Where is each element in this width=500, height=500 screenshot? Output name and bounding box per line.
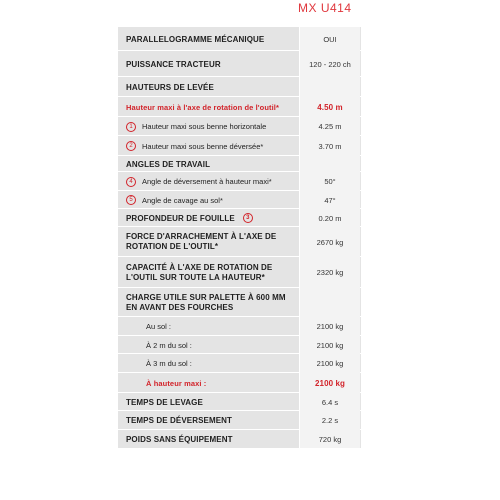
row-label: TEMPS DE LEVAGE <box>126 397 203 407</box>
row-label: PUISSANCE TRACTEUR <box>126 59 221 69</box>
row-value: 47° <box>300 191 360 209</box>
table-row <box>118 172 361 191</box>
table-row <box>118 51 361 77</box>
row-value: 2320 kg <box>300 257 360 288</box>
row-label: FORCE D'ARRACHEMENT À L'AXE DE ROTATION DE L'OUTIL* <box>126 232 277 251</box>
row-label: TEMPS DE DÉVERSEMENT <box>126 416 233 425</box>
table-row <box>118 336 361 354</box>
table-row <box>118 209 361 227</box>
row-value: 2670 kg <box>300 227 360 257</box>
table-row <box>118 411 361 430</box>
table-row <box>118 288 361 317</box>
row-label: Au sol : <box>146 322 172 331</box>
row-value: 3.70 m <box>300 136 360 156</box>
table-row <box>118 191 361 209</box>
table-row <box>118 117 361 136</box>
table-row <box>118 257 361 288</box>
row-value: 120 - 220 ch <box>300 51 360 77</box>
row-label: ANGLES DE TRAVAIL <box>126 159 211 169</box>
marker-2-icon: 2 <box>126 141 136 151</box>
row-value: 2.2 s <box>300 411 360 430</box>
row-label <box>126 209 296 227</box>
table-row <box>118 430 361 448</box>
row-value: 720 kg <box>300 430 360 448</box>
row-value <box>300 288 360 317</box>
table-row <box>118 373 361 393</box>
row-value: 2100 kg <box>300 336 360 354</box>
row-label: PARALLELOGRAMME MÉCANIQUE <box>126 34 265 44</box>
row-label-text: Angle de cavage au sol* <box>142 195 223 205</box>
row-value: 4.25 m <box>300 117 360 136</box>
marker-5-icon: 5 <box>126 195 136 205</box>
row-label-text: Hauteur maxi sous benne déversée* <box>142 141 264 151</box>
marker-1-icon: 1 <box>126 122 136 132</box>
row-label: HAUTEURS DE LEVÉE <box>126 82 214 92</box>
marker-3-icon: 3 <box>243 213 253 223</box>
row-label <box>126 117 296 136</box>
table-row <box>118 354 361 373</box>
table-row <box>118 156 361 172</box>
row-value: 2100 kg <box>300 317 360 336</box>
row-label: À 2 m du sol : <box>146 340 192 350</box>
row-label: POIDS SANS ÉQUIPEMENT <box>126 434 233 444</box>
table-row <box>118 77 361 97</box>
row-value: 0.20 m <box>300 209 360 227</box>
table-row <box>118 97 361 117</box>
table-row <box>118 27 361 51</box>
row-label: CHARGE UTILE SUR PALETTE À 600 MM EN AVANT DES FOURCHES <box>126 292 286 312</box>
table-row <box>118 136 361 156</box>
row-label <box>126 172 296 191</box>
row-label: À hauteur maxi : <box>146 378 207 388</box>
row-label: CAPACITÉ À L'AXE DE ROTATION DE L'OUTIL SUR TOUTE LA HAUTEUR* <box>126 262 273 282</box>
row-value: 2100 kg <box>300 354 360 373</box>
row-label: À 3 m du sol : <box>146 359 192 368</box>
spec-table <box>118 27 361 448</box>
row-value: 2100 kg <box>300 373 360 393</box>
row-label <box>126 191 296 209</box>
row-label-text: Angle de déversement à hauteur maxi* <box>142 177 272 186</box>
table-row <box>118 393 361 411</box>
model-name: MX U414 <box>298 1 352 15</box>
row-value: 6.4 s <box>300 393 360 411</box>
row-value: OUI <box>300 27 360 51</box>
row-label-text: PROFONDEUR DE FOUILLE <box>126 213 235 223</box>
table-row <box>118 317 361 336</box>
table-row <box>118 227 361 257</box>
row-label <box>126 136 296 156</box>
row-label: Hauteur maxi à l'axe de rotation de l'outil* <box>126 102 280 112</box>
marker-4-icon: 4 <box>126 177 136 187</box>
row-label-text: Hauteur maxi sous benne horizontale <box>142 122 267 131</box>
row-value <box>300 77 360 97</box>
row-value: 50° <box>300 172 360 191</box>
row-value <box>300 156 360 172</box>
row-value: 4.50 m <box>300 97 360 117</box>
